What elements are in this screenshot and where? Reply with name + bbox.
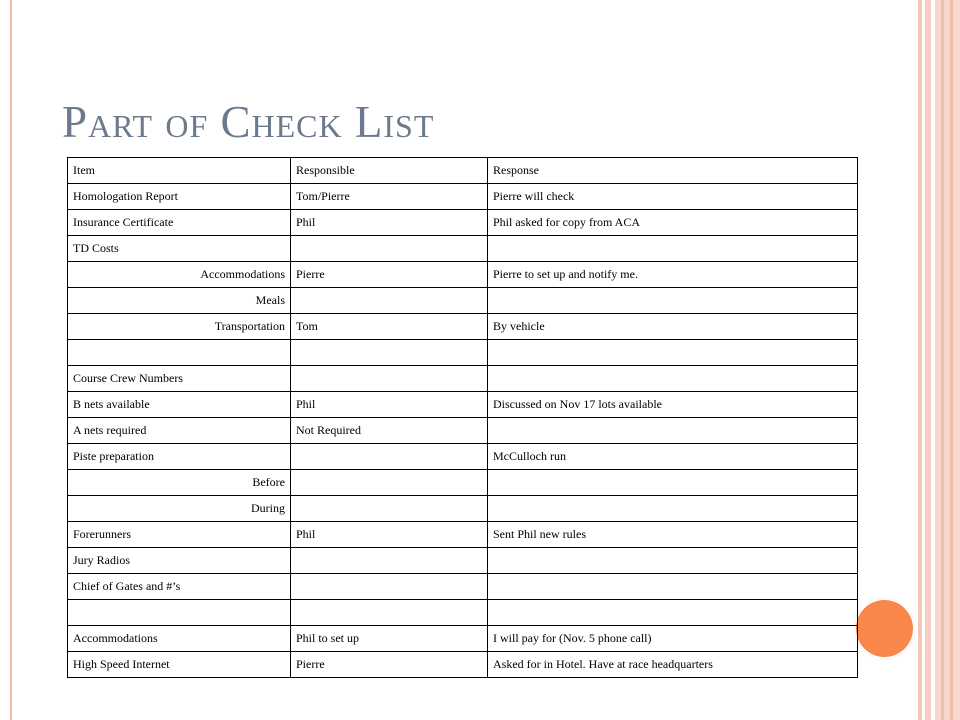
cell-response: [488, 340, 858, 366]
cell-responsible: [291, 340, 488, 366]
cell-responsible: [291, 236, 488, 262]
right-decorative-stripe: [950, 0, 953, 720]
cell-responsible: Pierre: [291, 652, 488, 678]
cell-item: Accommodations: [68, 262, 291, 288]
table-row: [68, 470, 858, 496]
cell-response: [488, 236, 858, 262]
header-item: Item: [68, 158, 291, 184]
cell-response: Asked for in Hotel. Have at race headquarters: [488, 652, 858, 678]
table-row: [68, 418, 858, 444]
table-header-row: [68, 158, 858, 184]
cell-item: Before: [68, 470, 291, 496]
cell-response: [488, 574, 858, 600]
cell-responsible: [291, 574, 488, 600]
cell-responsible: [291, 548, 488, 574]
cell-response: Sent Phil new rules: [488, 522, 858, 548]
cell-responsible: [291, 444, 488, 470]
cell-response: McCulloch run: [488, 444, 858, 470]
cell-response: By vehicle: [488, 314, 858, 340]
table-row: [68, 262, 858, 288]
cell-responsible: [291, 496, 488, 522]
right-decorative-stripe: [935, 0, 960, 720]
cell-item: Homologation Report: [68, 184, 291, 210]
cell-responsible: [291, 470, 488, 496]
table-row: [68, 288, 858, 314]
cell-item: Insurance Certificate: [68, 210, 291, 236]
cell-item: Jury Radios: [68, 548, 291, 574]
cell-response: I will pay for (Nov. 5 phone call): [488, 626, 858, 652]
cell-response: [488, 496, 858, 522]
table-row: [68, 652, 858, 678]
table-row: [68, 392, 858, 418]
orange-circle-decoration: [854, 598, 915, 659]
cell-responsible: [291, 600, 488, 626]
table-row: [68, 574, 858, 600]
cell-responsible: Tom: [291, 314, 488, 340]
right-decorative-stripe: [918, 0, 922, 720]
header-response: Response: [488, 158, 858, 184]
cell-item: TD Costs: [68, 236, 291, 262]
cell-response: [488, 288, 858, 314]
table-row: [68, 522, 858, 548]
slide-title: Part of Check List: [62, 97, 435, 147]
cell-responsible: [291, 288, 488, 314]
cell-item: Course Crew Numbers: [68, 366, 291, 392]
cell-item: B nets available: [68, 392, 291, 418]
cell-responsible: Not Required: [291, 418, 488, 444]
cell-item: A nets required: [68, 418, 291, 444]
cell-responsible: Phil: [291, 522, 488, 548]
table-row: [68, 496, 858, 522]
cell-item: High Speed Internet: [68, 652, 291, 678]
table-row: [68, 366, 858, 392]
left-border-line: [10, 0, 12, 720]
table-row: [68, 626, 858, 652]
cell-item: [68, 340, 291, 366]
cell-item: Transportation: [68, 314, 291, 340]
table-row: [68, 444, 858, 470]
cell-response: Discussed on Nov 17 lots available: [488, 392, 858, 418]
table-row: [68, 314, 858, 340]
cell-item: During: [68, 496, 291, 522]
table-row: [68, 600, 858, 626]
cell-response: [488, 600, 858, 626]
cell-responsible: Phil to set up: [291, 626, 488, 652]
table-row: [68, 236, 858, 262]
cell-response: Phil asked for copy from ACA: [488, 210, 858, 236]
right-decorative-stripe: [941, 0, 944, 720]
cell-item: Accommodations: [68, 626, 291, 652]
cell-response: Pierre to set up and notify me.: [488, 262, 858, 288]
cell-response: [488, 366, 858, 392]
checklist-table: [67, 157, 858, 678]
table-row: [68, 340, 858, 366]
cell-response: [488, 470, 858, 496]
cell-responsible: Phil: [291, 392, 488, 418]
cell-item: Forerunners: [68, 522, 291, 548]
right-decorative-stripe: [925, 0, 931, 720]
header-responsible: Responsible: [291, 158, 488, 184]
table-row: [68, 210, 858, 236]
cell-response: [488, 418, 858, 444]
table-row: [68, 548, 858, 574]
cell-responsible: Tom/Pierre: [291, 184, 488, 210]
cell-item: Piste preparation: [68, 444, 291, 470]
cell-item: Meals: [68, 288, 291, 314]
cell-responsible: Phil: [291, 210, 488, 236]
cell-responsible: Pierre: [291, 262, 488, 288]
cell-item: Chief of Gates and #’s: [68, 574, 291, 600]
cell-response: Pierre will check: [488, 184, 858, 210]
cell-responsible: [291, 366, 488, 392]
cell-response: [488, 548, 858, 574]
table-row: [68, 184, 858, 210]
cell-item: [68, 600, 291, 626]
